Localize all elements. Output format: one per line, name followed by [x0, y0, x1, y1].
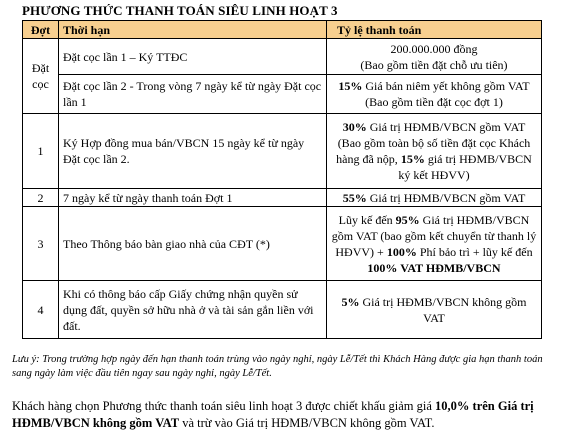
row2-dot: 2	[23, 189, 59, 207]
row3-rate-c: Phí bảo trì + lũy kế đến	[416, 244, 533, 259]
header-thoi-han: Thời hạn	[59, 21, 327, 39]
coc1-note: (Bao gồm tiền đặt chỗ ưu tiên)	[360, 57, 508, 72]
row1-dot: 1	[23, 114, 59, 189]
row1-ty-le	[327, 114, 542, 189]
table-row	[23, 114, 542, 189]
row2-rate-text: Giá trị HĐMB/VBCN gồm VAT	[366, 190, 526, 205]
summary-paragraph	[12, 398, 557, 432]
table-row	[23, 207, 542, 281]
table-row	[23, 75, 542, 114]
row3-pct1: 95%	[395, 212, 420, 227]
row1-pct2: 15%	[400, 152, 425, 166]
row2-thoi-han: 7 ngày kể từ ngày thanh toán Đợt 1	[59, 189, 327, 207]
coc1-amount: 200.000.000 đồng	[390, 41, 478, 56]
summary-part1: Khách hàng chọn Phương thức thanh toán siêu linh hoạt 3 được chiết khấu giảm giá	[12, 399, 436, 413]
row4-thoi-han: Khi có thông báo cấp Giấy chứng nhận quyền sử dụng đất, quyền sở hữu nhà ở và tài sản gắn liền với đất.	[59, 281, 327, 339]
note-text: Lưu ý: Trong trường hợp ngày đến hạn thanh toán trùng vào ngày nghỉ, ngày Lễ/Tết thì Khách Hàng được gia hạn thanh toán sang ngày làm việc đầu tiên ngay sau ngày nghỉ, ngày Lễ/Tết.	[12, 354, 543, 379]
row1-thoi-han: Ký Hợp đồng mua bán/VBCN 15 ngày kể từ ngày Đặt cọc lần 2.	[59, 114, 327, 189]
row2-ty-le	[327, 189, 542, 207]
table-row	[23, 189, 542, 207]
row3-pct2: 100%	[386, 244, 417, 259]
row3-ty-le	[327, 207, 542, 281]
header-dot: Đợt	[23, 21, 59, 39]
payment-schedule-table	[22, 20, 542, 339]
coc2-rate-text: Giá bán niêm yết không gồm VAT	[362, 79, 530, 93]
table-header-row	[23, 21, 542, 39]
row4-ty-le	[327, 281, 542, 339]
summary-discount: 10,0% trên Giá trị HĐMB/VBCN không gồm VAT	[12, 399, 534, 430]
header-ty-le: Tỷ lệ thanh toán	[327, 21, 542, 39]
coc2-pct: 15%	[338, 79, 363, 93]
table-row	[23, 281, 542, 339]
coc1-ty-le	[327, 39, 542, 75]
row4-pct: 5%	[341, 294, 360, 309]
row2-pct: 55%	[342, 190, 367, 205]
coc1-thoi-han: Đặt cọc lần 1 – Ký TTĐC	[59, 39, 327, 75]
row3-rate-a: Lũy kế đến	[338, 212, 396, 227]
row3-thoi-han: Theo Thông báo bàn giao nhà của CĐT (*)	[59, 207, 327, 281]
table-row	[23, 39, 542, 75]
summary-part2: và trừ vào Giá trị HĐMB/VBCN không gồm VAT.	[179, 416, 435, 430]
coc2-note: (Bao gồm tiền đặt cọc đợt 1)	[365, 95, 503, 109]
row3-dot: 3	[23, 207, 59, 281]
row1-pct1: 30%	[342, 120, 367, 134]
row3-rate-b: Giá trị HĐMB/VBCN gồm VAT (bao gồm kết chuyển từ thanh lý HĐVV) +	[331, 212, 537, 259]
page-title: PHƯƠNG THỨC THANH TOÁN SIÊU LINH HOẠT 3	[22, 3, 338, 18]
coc2-thoi-han: Đặt cọc lần 2 - Trong vòng 7 ngày kể từ ngày Đặt cọc lần 1	[59, 75, 327, 114]
row3-rate-d: 100% VAT HĐMB/VBCN	[367, 260, 501, 275]
row1-rate-a: Giá trị HĐMB/VBCN gồm VAT (Bao gồm toàn bộ số tiền đặt cọc Khách hàng đã nộp,	[336, 120, 531, 166]
row4-rate-text: Giá trị HĐMB/VBCN không gồm VAT	[359, 294, 527, 325]
dat-coc-label: Đặt cọc	[23, 39, 59, 114]
row4-dot: 4	[23, 281, 59, 339]
coc2-ty-le	[327, 75, 542, 114]
row1-rate-b: giá trị HĐMB/VBCN ký kết HĐVV)	[398, 152, 532, 182]
